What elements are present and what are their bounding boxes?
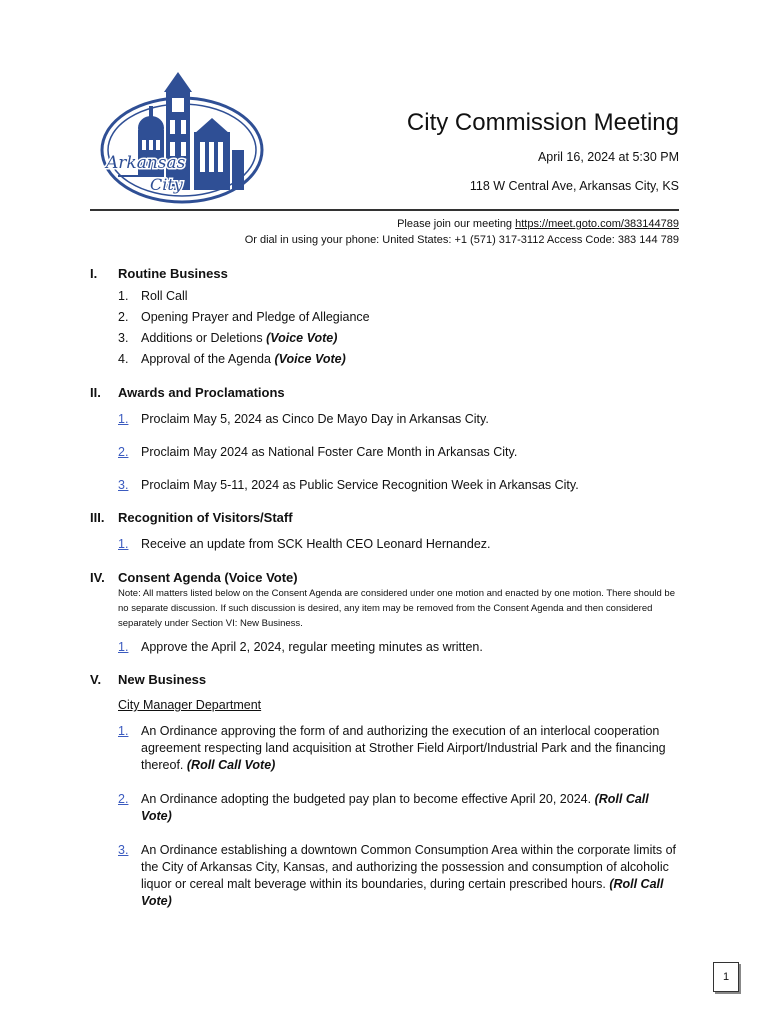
dial-in-info: Or dial in using your phone: United States: +1 (571) 317-3112 Access Code: 383 144 789	[244, 234, 679, 246]
section-number: V.	[90, 672, 102, 687]
list-item: 1. Proclaim May 5, 2024 as Cinco De Mayo Day in Arkansas City.	[118, 412, 489, 426]
list-item: 2. Proclaim May 2024 as National Foster Care Month in Arkansas City.	[118, 445, 518, 459]
join-info	[245, 216, 679, 248]
item-link[interactable]: 2.	[118, 445, 129, 459]
list-item: 1. Roll Call	[118, 289, 188, 303]
section-number: IV.	[90, 570, 105, 585]
list-item: 3. Proclaim May 5-11, 2024 as Public Service Recognition Week in Arkansas City.	[118, 478, 579, 492]
section-number: II.	[90, 385, 101, 400]
section-routine-business	[90, 266, 228, 281]
item-link[interactable]: 1.	[118, 412, 129, 426]
list-item-text: An Ordinance establishing a downtown Common Consumption Area within the corporate limits of the City of Arkansas City, Kansas, and authorizing the possession and consumption of alcoholic liquor or cereal malt beverage within its boundaries, during certain prescribed hours. (Roll Call Vote)	[141, 843, 676, 908]
header-divider	[90, 209, 679, 211]
list-item: 1. Receive an update from SCK Health CEO Leonard Hernandez.	[118, 537, 491, 551]
section-new-business	[90, 672, 206, 687]
item-link[interactable]: 1.	[118, 537, 129, 551]
section-title: New Business	[118, 672, 207, 687]
item-link[interactable]: 2.	[118, 792, 129, 806]
section-title: Awards and Proclamations	[118, 385, 285, 400]
meeting-link[interactable]: https://meet.goto.com/383144789	[515, 218, 679, 230]
list-item-text: An Ordinance adopting the budgeted pay plan to become effective April 20, 2024. (Roll Call Vote)	[141, 792, 649, 823]
item-link[interactable]: 3.	[118, 478, 129, 492]
item-link[interactable]: 1.	[118, 724, 129, 738]
item-link[interactable]: 3.	[118, 843, 129, 857]
section-title: Recognition of Visitors/Staff	[118, 510, 293, 525]
logo-text-arkansas: Arkansas	[106, 153, 186, 173]
list-item: 2. Opening Prayer and Pledge of Allegiance	[118, 310, 370, 324]
list-item: 4. Approval of the Agenda (Voice Vote)	[118, 352, 346, 366]
list-item: 1. Approve the April 2, 2024, regular meeting minutes as written.	[118, 640, 483, 654]
section-consent-agenda	[90, 570, 298, 585]
meeting-address: 118 W Central Ave, Arkansas City, KS	[469, 179, 679, 193]
department-heading: City Manager Department	[118, 698, 262, 712]
list-item-text: An Ordinance approving the form of and authorizing the execution of an interlocal cooperation agreement respecting land acquisition at Strother Field Airport/Industrial Park and the financing thereof. (Roll Call Vote)	[141, 724, 666, 772]
section-title: Consent Agenda (Voice Vote)	[118, 570, 298, 585]
consent-note: Note: All matters listed below on the Consent Agenda are considered under one motion and enacted by one motion. There should be no separate discussion. If such discussion is desired, any item may be removed from the Consent Agenda and then considered separately under Section VI: New Business.	[118, 588, 675, 629]
section-number: I.	[90, 266, 98, 281]
item-link[interactable]: 1.	[118, 640, 129, 654]
list-item: 3. Additions or Deletions (Voice Vote)	[118, 331, 338, 345]
section-recognition	[90, 510, 293, 525]
section-title: Routine Business	[118, 266, 228, 281]
logo-text-city: City	[150, 175, 183, 194]
meeting-title: City Commission Meeting	[406, 109, 679, 136]
page-number: 1	[713, 962, 739, 992]
section-number: III.	[90, 510, 105, 525]
join-prefix: Please join our meeting	[397, 218, 516, 230]
city-logo	[98, 70, 266, 205]
meeting-date: April 16, 2024 at 5:30 PM	[537, 150, 679, 164]
section-awards	[90, 385, 285, 400]
